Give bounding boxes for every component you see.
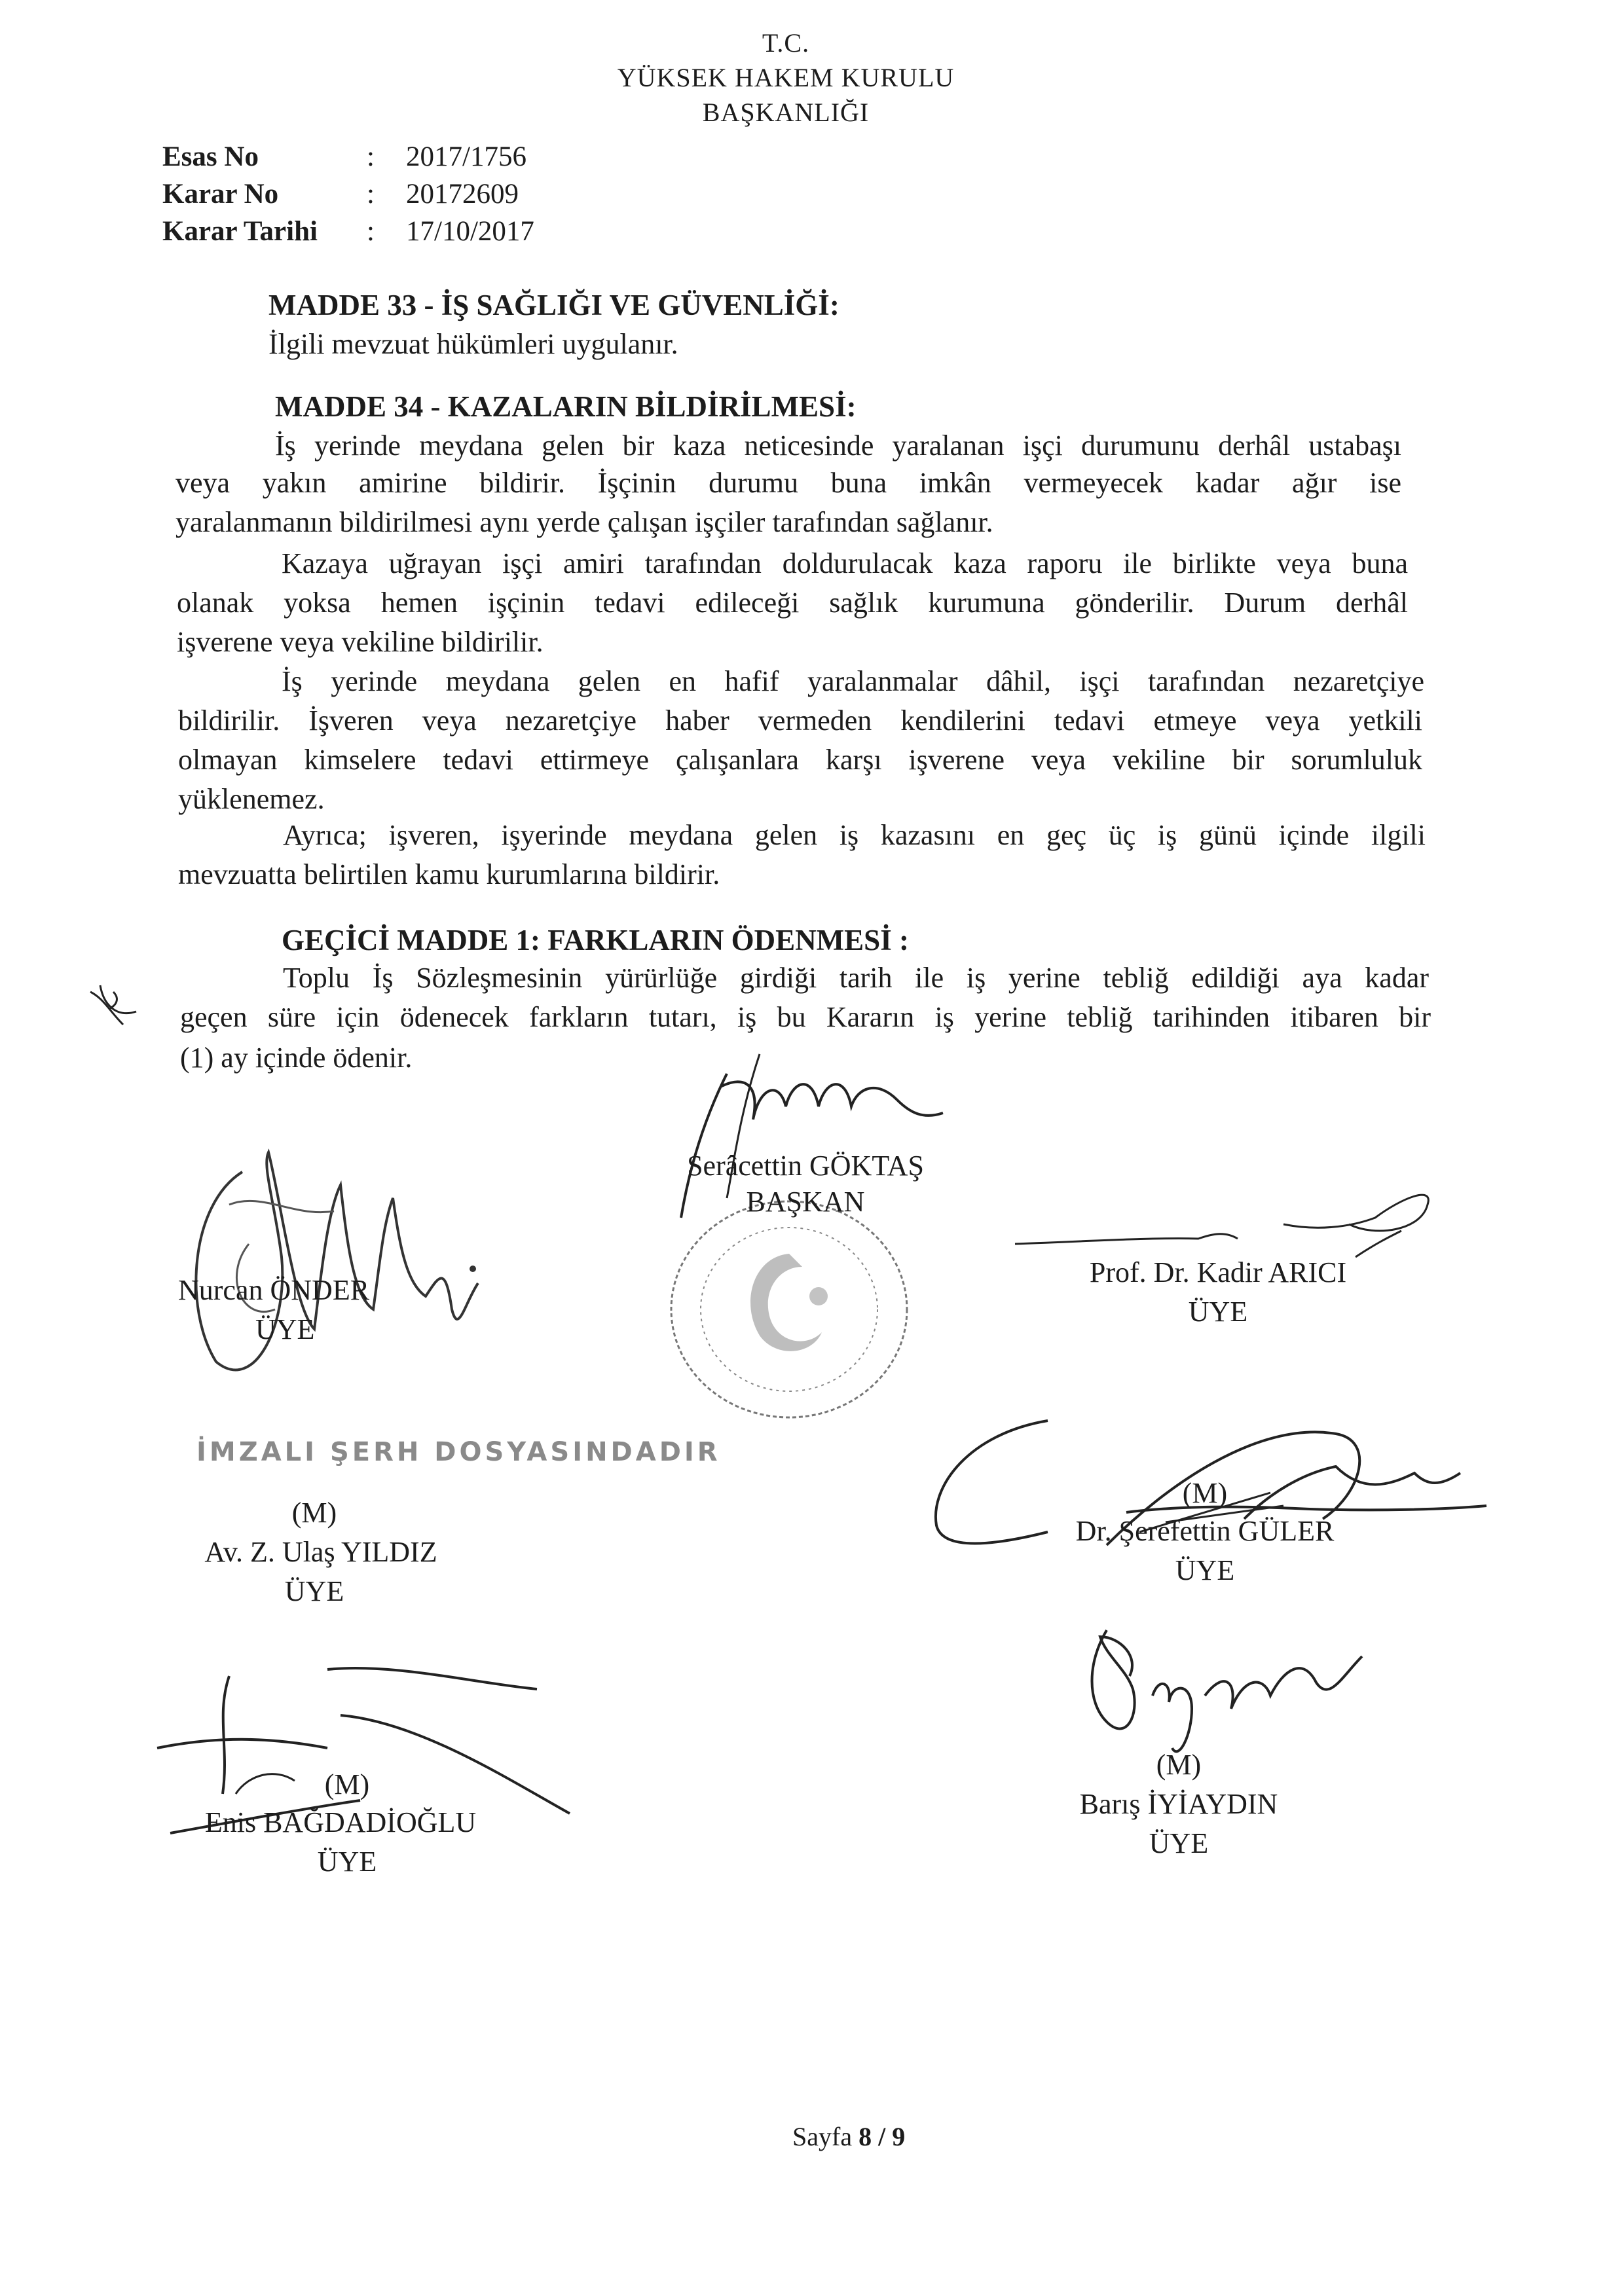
page-footer-prefix: Sayfa [792, 2122, 853, 2151]
signatory-iyiaydin-mark: (M) [1156, 1749, 1202, 1781]
official-seal [661, 1192, 923, 1434]
madde-34-line: işverene veya vekiline bildirilir. [177, 626, 544, 658]
signatory-arici-name: Prof. Dr. Kadir ARICI [1089, 1256, 1347, 1288]
header-presidency: BAŞKANLIĞI [702, 98, 870, 127]
signatory-yildiz-title: ÜYE [284, 1575, 344, 1607]
signatory-bagdadioglu-mark: (M) [324, 1768, 370, 1800]
signatory-arici-title: ÜYE [1188, 1296, 1248, 1328]
madde-34-line: veya yakın amirine bildirir. İşçinin durumu buna imkân vermeyecek kadar ağır ise [175, 467, 1401, 499]
meta-sep: : [367, 141, 375, 172]
meta-sep: : [367, 179, 375, 210]
header-tc: T.C. [762, 28, 810, 58]
meta-esas-no [162, 141, 259, 173]
header-institution: YÜKSEK HAKEM KURULU [617, 63, 955, 92]
meta-label: Karar Tarihi [162, 216, 318, 247]
gecici-madde-heading: GEÇİCİ MADDE 1: FARKLARIN ÖDENMESİ : [282, 924, 909, 957]
meta-karar-tarihi [162, 215, 318, 247]
signatory-bagdadioglu-name: Enis BAĞDADİOĞLU [204, 1806, 477, 1838]
madde-33-text: İlgili mevzuat hükümleri uygulanır. [268, 328, 678, 360]
meta-label: Esas No [162, 141, 259, 172]
madde-34-line: olmayan kimselere tedavi ettirmeye çalışanlara karşı işverene veya vekiline bir sorumluluk [178, 744, 1422, 776]
madde-33-heading: MADDE 33 - İŞ SAĞLIĞI VE GÜVENLİĞİ: [268, 289, 840, 321]
signatory-guler-name: Dr. Şerefettin GÜLER [1075, 1515, 1335, 1547]
gecici-madde-line: (1) ay içinde ödenir. [180, 1042, 413, 1074]
gecici-madde-line: Toplu İş Sözleşmesinin yürürlüğe girdiği tarih ile iş yerine tebliğ edildiği aya kadar [283, 962, 1429, 994]
signatory-guler-mark: (M) [1182, 1477, 1228, 1509]
signature-onder [164, 1113, 504, 1388]
madde-34-line: İş yerinde meydana gelen bir kaza neticesinde yaralanan işçi durumunu derhâl ustabaşı [275, 429, 1401, 462]
signatory-iyiaydin-title: ÜYE [1149, 1827, 1209, 1859]
meta-value: 17/10/2017 [406, 216, 534, 247]
signatory-yildiz-mark: (M) [291, 1497, 337, 1529]
signatory-iyiaydin-name: Barış İYİAYDIN [1079, 1788, 1278, 1820]
meta-label: Karar No [162, 179, 279, 210]
meta-value: 20172609 [406, 179, 519, 210]
madde-34-heading: MADDE 34 - KAZALARIN BİLDİRİLMESİ: [275, 390, 857, 423]
madde-34-line: Ayrıca; işveren, işyerinde meydana gelen iş kazasını en geç üç iş günü içinde ilgili [283, 819, 1426, 851]
gecici-madde-line: geçen süre için ödenecek farkların tutarı, iş bu Kararın iş yerine tebliğ tarihinden itibaren bir [180, 1001, 1431, 1033]
madde-34-line: yaralanmanın bildirilmesi aynı yerde çalışan işçiler tarafından sağlanır. [175, 506, 993, 538]
signatory-bagdadioglu-title: ÜYE [317, 1846, 377, 1878]
madde-34-line: İş yerinde meydana gelen en hafif yaralanmalar dâhil, işçi tarafından nezaretçiye [282, 665, 1424, 697]
signatory-onder-name: Nurcan ÖNDER [178, 1274, 370, 1306]
meta-value: 2017/1756 [406, 141, 526, 172]
signatory-guler-title: ÜYE [1175, 1554, 1235, 1586]
madde-34-line: mevzuatta belirtilen kamu kurumlarına bildirir. [178, 858, 720, 890]
margin-initial-signature [84, 979, 143, 1038]
meta-karar-no [162, 178, 278, 210]
madde-34-line: olanak yoksa hemen işçinin tedavi edileceği sağlık kurumuna gönderilir. Durum derhâl [177, 587, 1408, 619]
madde-34-line: bildirilir. İşveren veya nezaretçiye haber vermeden kendilerini tedavi etmeye veya yetkili [178, 704, 1422, 737]
signatory-goktas-title: BAŞKAN [746, 1186, 865, 1218]
annotation-stamp: İMZALI ŞERH DOSYASINDADIR [196, 1437, 721, 1467]
meta-sep: : [367, 216, 375, 247]
madde-34-line: Kazaya uğrayan işçi amiri tarafından doldurulacak kaza raporu ile birlikte veya buna [282, 547, 1408, 579]
signatory-yildiz-name: Av. Z. Ulaş YILDIZ [204, 1536, 437, 1568]
page-number: 8 / 9 [858, 2122, 906, 2151]
page-footer [792, 2121, 905, 2152]
madde-34-line: yüklenemez. [178, 783, 325, 815]
signatory-goktas-name: Serâcettin GÖKTAŞ [687, 1150, 924, 1182]
signatory-onder-title: ÜYE [255, 1313, 315, 1345]
